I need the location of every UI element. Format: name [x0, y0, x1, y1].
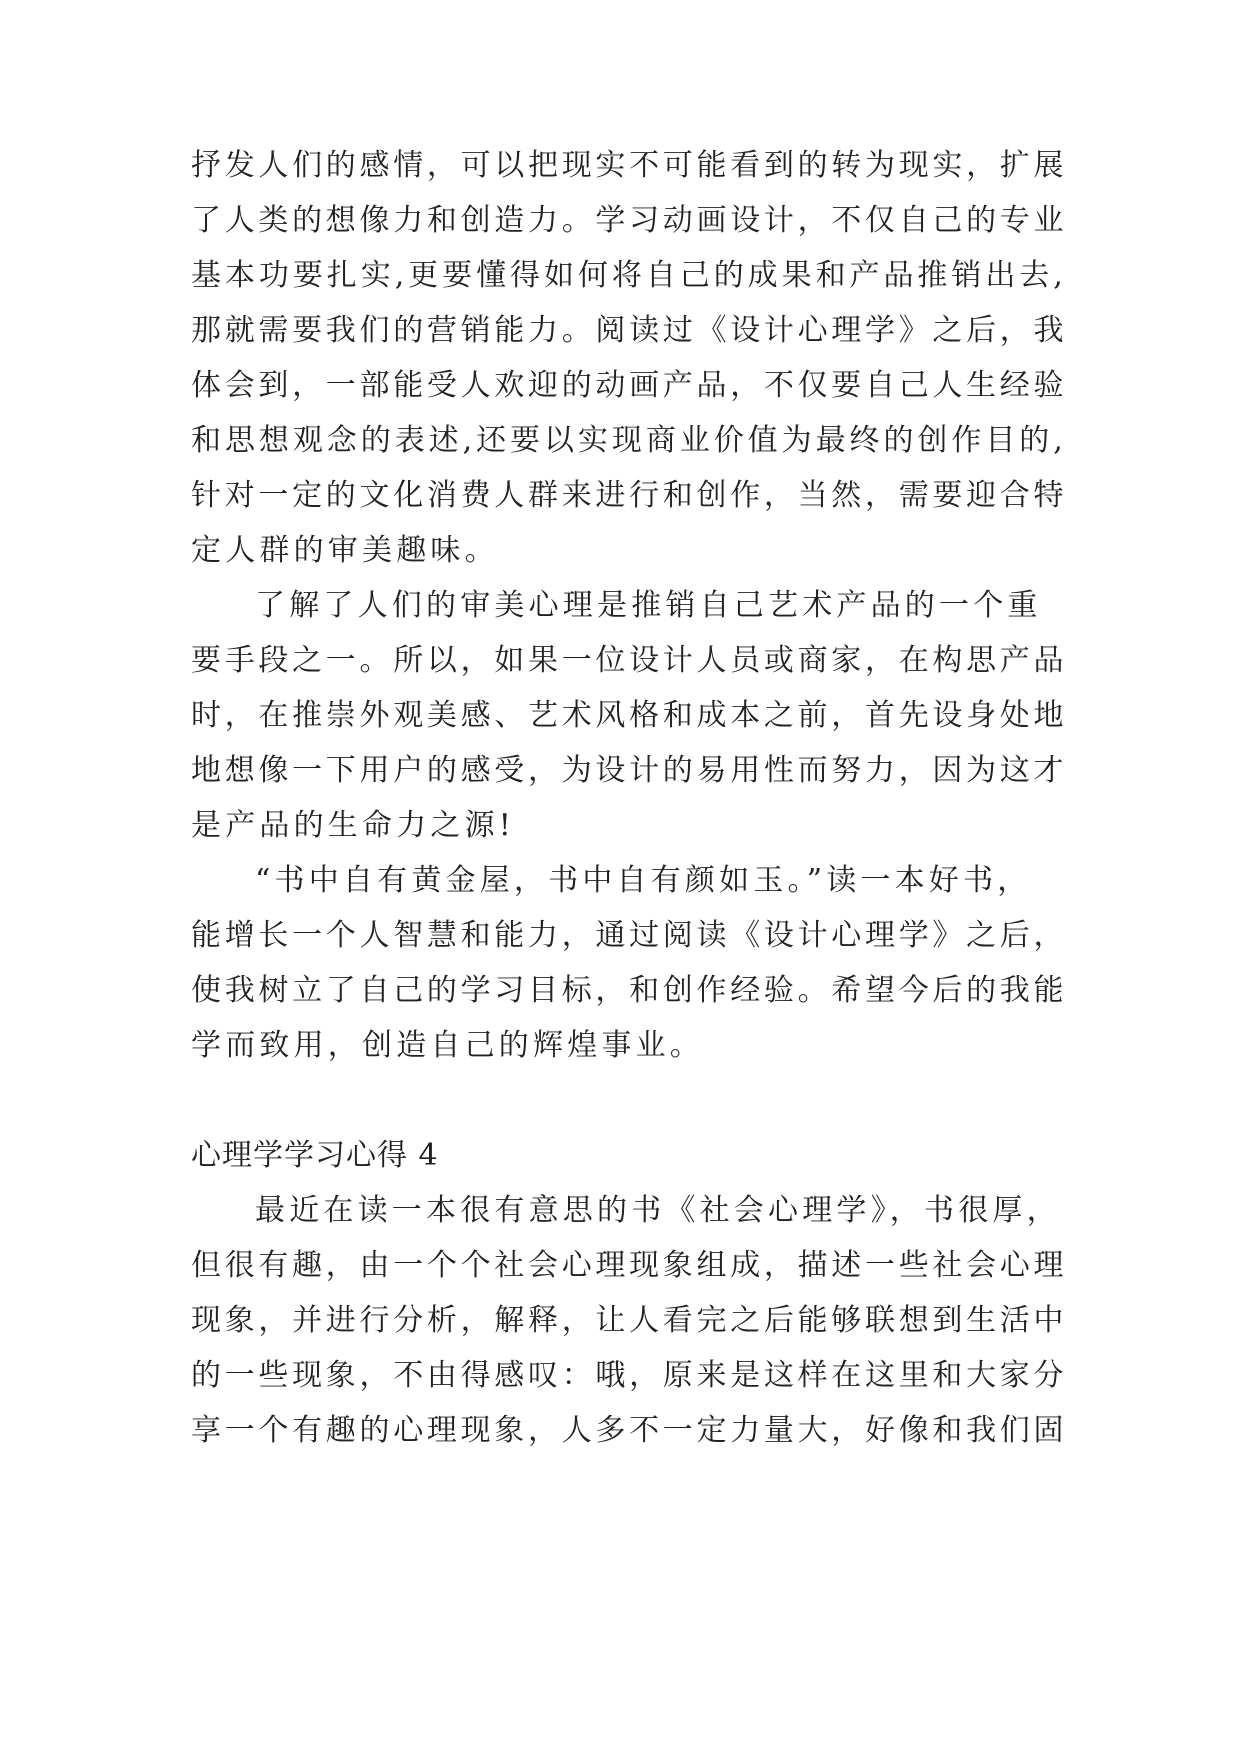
text-line: 要手段之一。所以，如果一位设计人员或商家，在构思产品 [191, 643, 1068, 678]
text-line: 享一个有趣的心理现象，人多不一定力量大，好像和我们固 [191, 1413, 1068, 1448]
paragraph-first-line: 最近在读一本很有意思的书《社会心理学》，书很厚， [255, 1193, 1061, 1228]
text-line: 能增长一个人智慧和能力，通过阅读《设计心理学》之后， [191, 918, 1068, 953]
text-line: 抒发人们的感情，可以把现实不可能看到的转为现实，扩展 [191, 148, 1068, 183]
text-line: 基本功要扎实,更要懂得如何将自己的成果和产品推销出去, [191, 258, 1067, 293]
text-line: 时，在推崇外观美感、艺术风格和成本之前，首先设身处地 [191, 698, 1068, 733]
text-line: 学而致用，创造自己的辉煌事业。 [191, 1028, 704, 1063]
text-line: 了人类的想像力和创造力。学习动画设计，不仅自己的专业 [191, 203, 1068, 238]
text-line: 定人群的审美趣味。 [191, 533, 499, 568]
text-line: 那就需要我们的营销能力。阅读过《设计心理学》之后，我 [191, 313, 1068, 348]
text-line: 体会到，一部能受人欢迎的动画产品，不仅要自己人生经验 [191, 368, 1068, 403]
paragraph-first-line: 了解了人们的审美心理是推销自己艺术产品的一个重 [255, 588, 1042, 623]
section-heading: 心理学学习心得 4 [191, 1138, 439, 1173]
text-line: 地想像一下用户的感受，为设计的易用性而努力，因为这才 [191, 753, 1068, 788]
text-line: 但很有趣，由一个个社会心理现象组成，描述一些社会心理 [191, 1248, 1068, 1283]
text-line: 使我树立了自己的学习目标，和创作经验。希望今后的我能 [191, 973, 1068, 1008]
paragraph-first-line: “书中自有黄金屋，书中自有颜如玉。”读一本好书， [255, 863, 1032, 898]
text-line: 的一些现象，不由得感叹：哦，原来是这样在这里和大家分 [191, 1358, 1068, 1393]
text-line: 和思想观念的表述,还要以实现商业价值为最终的创作目的, [191, 423, 1067, 458]
text-line: 现象，并进行分析，解释，让人看完之后能够联想到生活中 [191, 1303, 1068, 1338]
text-line: 针对一定的文化消费人群来进行和创作，当然，需要迎合特 [191, 478, 1068, 513]
text-line: 是产品的生命力之源! [191, 808, 516, 843]
